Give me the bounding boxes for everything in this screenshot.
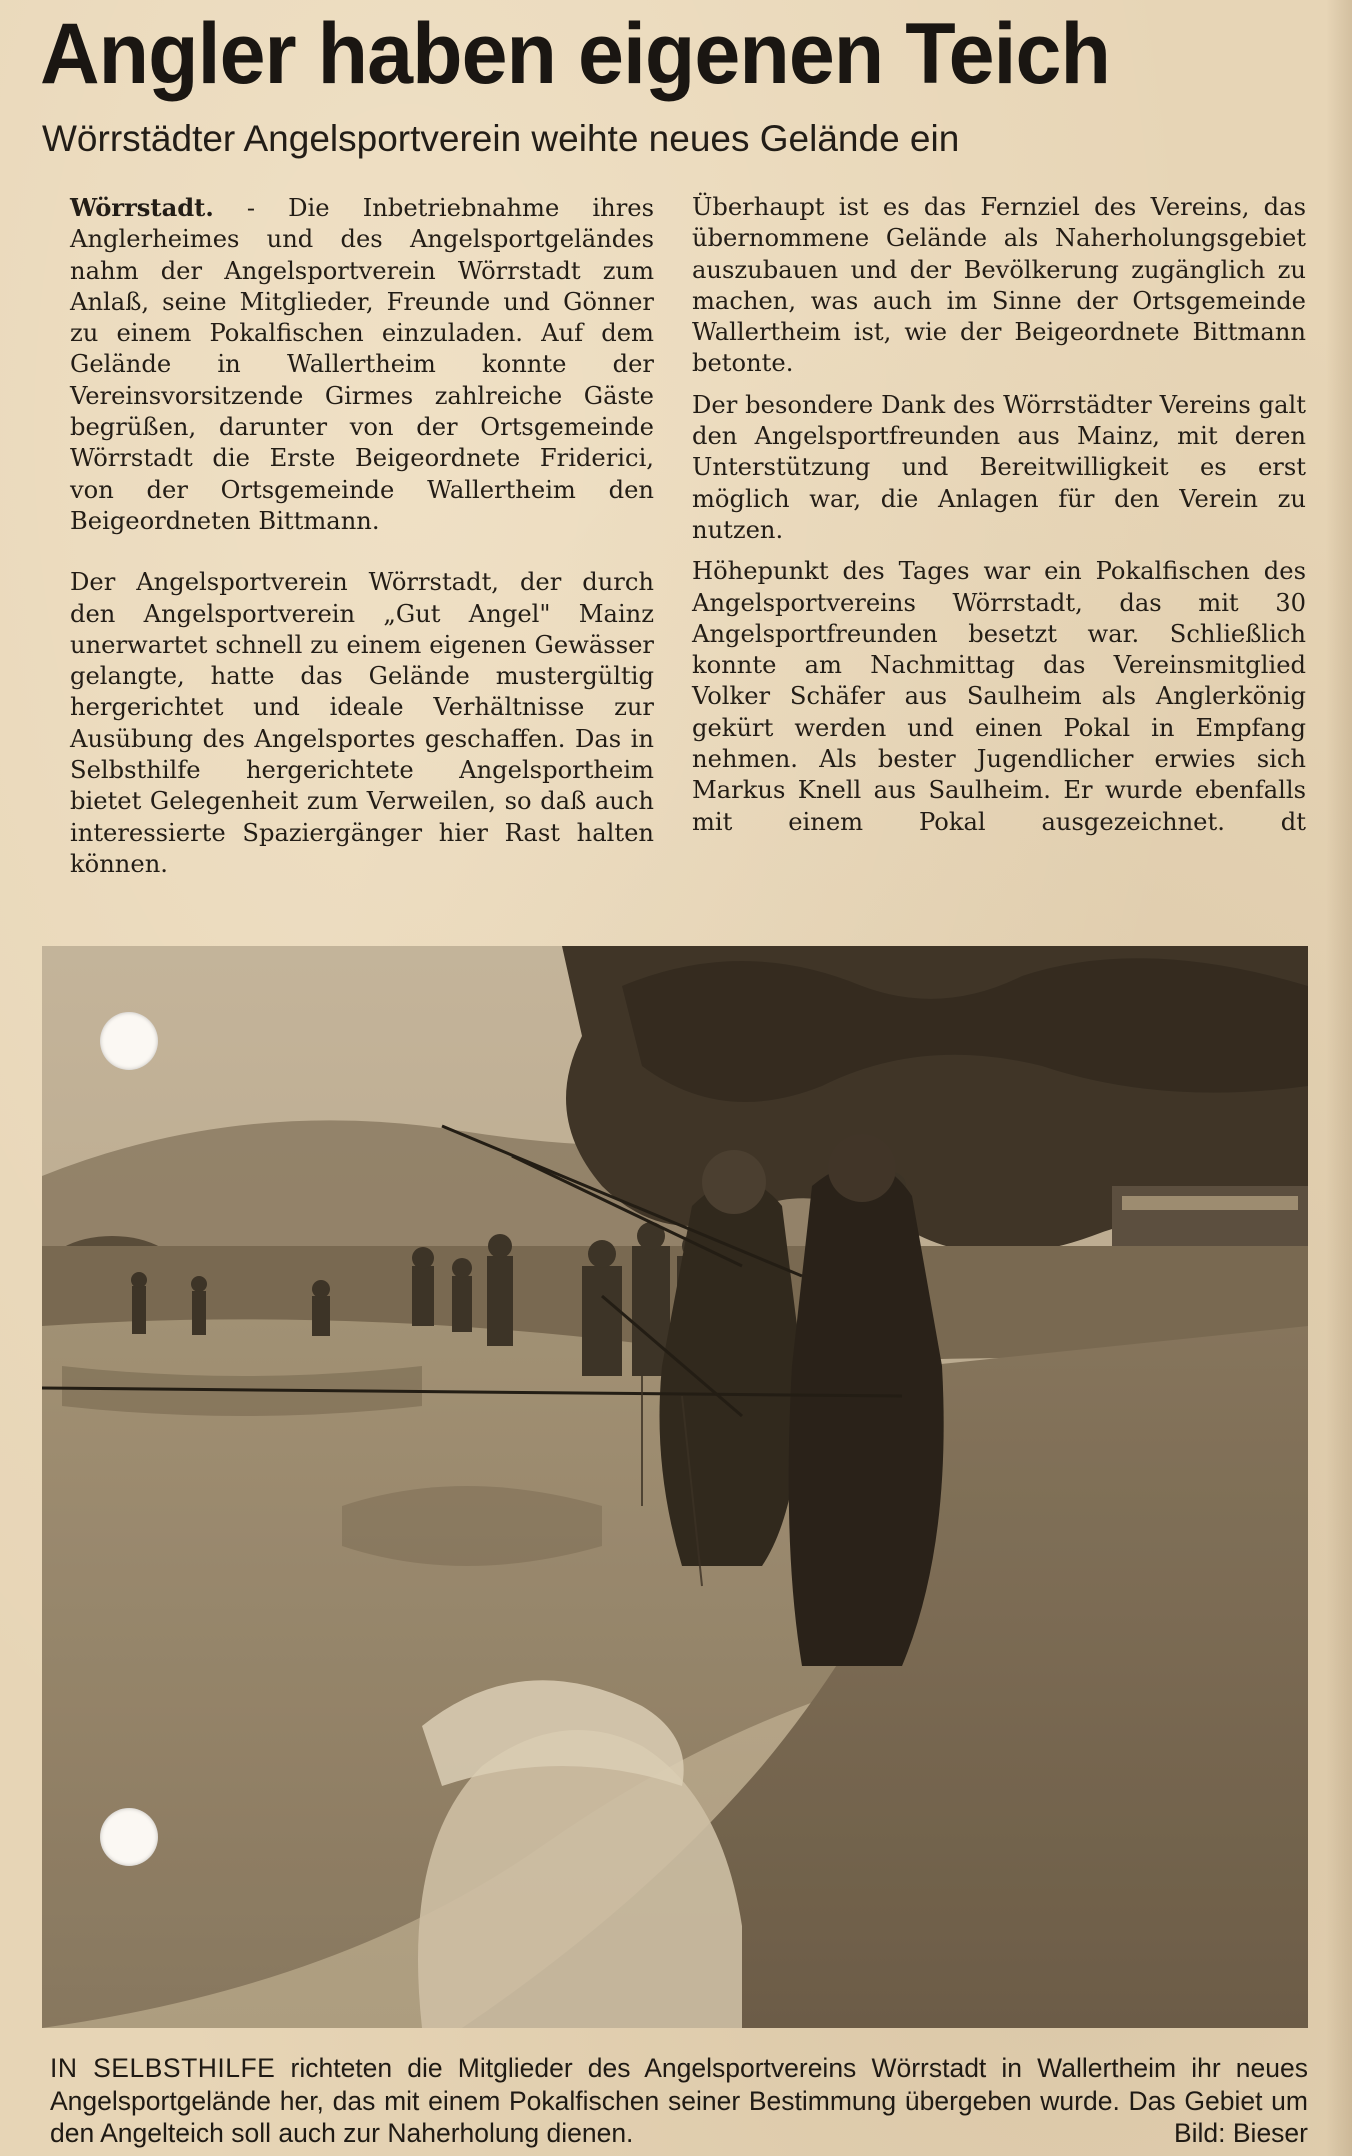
author-initials: dt <box>1280 807 1306 836</box>
photo-caption <box>50 2052 1308 2150</box>
paragraph-3: Überhaupt ist es das Fernziel des Vereins, das übernommene Gelände als Naherholungsgebiet auszubauen und der Bevölkerung zugänglich zu machen, was auch im Sinne der Ortsgemeinde Wallertheim ist, wie der Beigeordnete Bittmann betonte. <box>692 193 1306 378</box>
paragraph-5-text: Höhepunkt des Tages war ein Pokalfischen des Angelsportvereins Wörrstadt, das mit 30 Angelsportfreunden besetzt war. Schließlich konnte am Nachmittag das Vereinsmitglied Volker Schäfer aus Saulheim als Anglerkönig gekürt werden und einen Pokal in Empfang nehmen. Als bester Jugendlicher erwies sich Markus Knell aus Saulheim. Er wurde ebenfalls mit einem Pokal ausgezeichnet. <box>692 557 1306 836</box>
paper-edge-shading <box>1326 0 1352 2156</box>
fishing-pond-photo <box>42 946 1308 2028</box>
paragraph-1 <box>70 192 654 537</box>
punch-hole-top <box>100 1012 158 1070</box>
punch-hole-bottom <box>100 1808 158 1866</box>
paragraph-2: Der Angelsportverein Wörrstadt, der durch den Angelsportverein „Gut Angel" Mainz unerwartet schnell zu einem eigenen Gewässer gelangte, hatte das Gelände mustergültig hergerichtet und ideale Verhältnisse zur Ausübung des Angelsportes geschaffen. Das in Selbsthilfe hergerichtete Angelsportheim bietet Gelegenheit zum Verweilen, so daß auch interessierte Spaziergänger hier Rast halten können. <box>70 568 654 878</box>
paragraph-1-text: - Die Inbetriebnahme ihres Anglerheimes und des Angelsportgeländes nahm der Angelsportverein Wörrstadt zum Anlaß, seine Mitglieder, Freunde und Gönner zu einem Pokalfischen einzuladen. Auf dem Gelände in Wallertheim konnte der Vereinsvorsitzende Girmes zahlreiche Gäste begrüßen, darunter von der Ortsgemeinde Wörrstadt die Erste Beigeordnete Friderici, von der Ortsgemeinde Wallertheim den Beigeordneten Bittmann. <box>70 194 654 535</box>
paragraph-4: Der besondere Dank des Wörrstädter Vereins galt den Angelsportfreunden aus Mainz, mit deren Unterstützung und Bereitwilligkeit es erst möglich war, die Anlagen für den Verein zu nutzen. <box>692 390 1306 544</box>
paragraph-5 <box>692 556 1306 838</box>
subheadline: Wörrstädter Angelsportverein weihte neues Gelände ein <box>42 118 960 159</box>
caption-text: richteten die Mitglieder des Angelsportvereins Wörrstadt in Wallertheim ihr neues Angelsportgelände her, das mit einem Pokalfischen seiner Bestimmung übergeben wurde. Das Gebiet um den Angelteich soll auch zur Naherholung dienen. <box>50 2053 1309 2148</box>
headline: Angler haben eigenen Teich <box>40 6 1110 102</box>
photo-credit: Bild: Bieser <box>1173 2118 1308 2148</box>
dateline: Wörrstadt. <box>70 193 214 222</box>
article-column-left <box>70 192 654 910</box>
article-photo <box>42 946 1308 2028</box>
article-column-right <box>692 192 1306 838</box>
caption-lead: IN SELBSTHILFE <box>50 2053 276 2083</box>
